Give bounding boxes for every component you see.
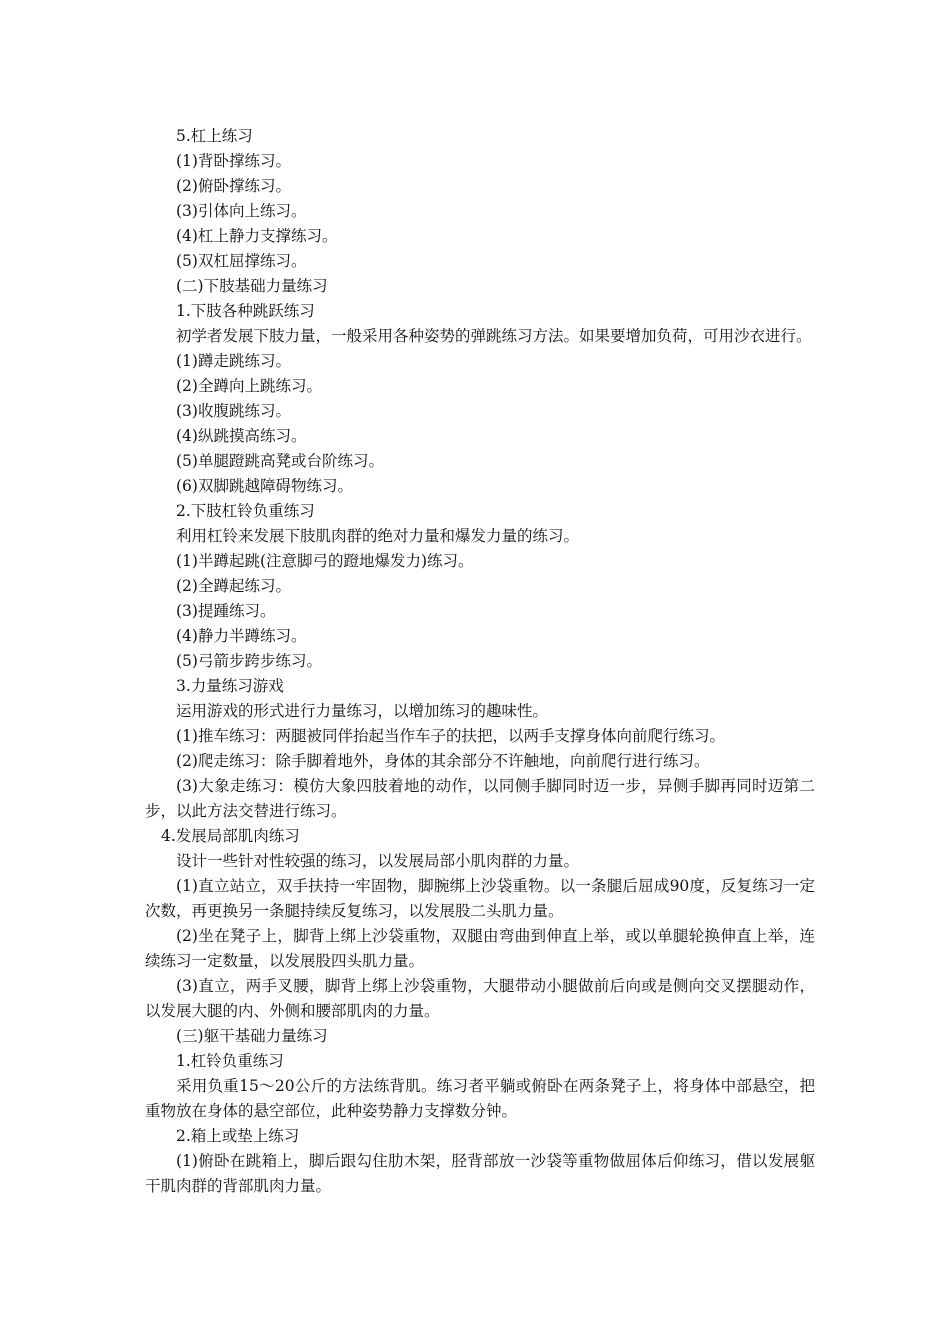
list-item: (4)静力半蹲练习。: [176, 627, 307, 645]
subsection-heading: 4.发展局部肌肉练习: [161, 827, 300, 845]
paragraph: 初学者发展下肢力量，一般采用各种姿势的弹跳练习方法。如果要增加负荷，可用沙衣进行。: [176, 327, 812, 345]
section-heading: 5.杠上练习: [176, 127, 253, 145]
subsection-heading: 2.下肢杠铃负重练习: [176, 502, 315, 520]
section-heading: (三)躯干基础力量练习: [176, 1027, 328, 1045]
subsection-heading: 1.杠铃负重练习: [176, 1052, 284, 1070]
list-item: (2)俯卧撑练习。: [176, 177, 291, 195]
list-item: (1)蹲走跳练习。: [176, 352, 291, 370]
subsection-heading: 3.力量练习游戏: [176, 677, 284, 695]
list-item: (1)半蹲起跳(注意脚弓的蹬地爆发力)练习。: [176, 552, 474, 570]
list-item: (1)直立站立，双手扶持一牢固物，脚腕绑上沙袋重物。以一条腿后屈成90度，反复练习一定次数，再更换另一条腿持续反复练习，以发展股二头肌力量。: [145, 877, 815, 920]
list-item: (1)推车练习：两腿被同伴抬起当作车子的扶把，以两手支撑身体向前爬行练习。: [176, 727, 725, 745]
list-item: (5)弓箭步跨步练习。: [176, 652, 322, 670]
list-item: (5)双杠屈撑练习。: [176, 252, 307, 270]
list-item: (5)单腿蹬跳高凳或台阶练习。: [176, 452, 384, 470]
list-item: (1)俯卧在跳箱上，脚后跟勾住肋木架，胫背部放一沙袋等重物做屈体后仰练习，借以发展躯干肌肉群的背部肌肉力量。: [145, 1152, 815, 1195]
subsection-heading: 2.箱上或垫上练习: [176, 1127, 300, 1145]
list-item: (2)全蹲向上跳练习。: [176, 377, 322, 395]
paragraph: 利用杠铃来发展下肢肌肉群的绝对力量和爆发力量的练习。: [176, 527, 580, 545]
list-item: (2)坐在凳子上，脚背上绑上沙袋重物，双腿由弯曲到伸直上举，或以单腿轮换伸直上举，连续练习一定数量，以发展股四头肌力量。: [145, 927, 815, 970]
document-body: [145, 124, 815, 1199]
list-item: (3)引体向上练习。: [176, 202, 307, 220]
section-heading: (二)下肢基础力量练习: [176, 277, 328, 295]
paragraph: 设计一些针对性较强的练习，以发展局部小肌肉群的力量。: [176, 852, 580, 870]
subsection-heading: 1.下肢各种跳跃练习: [176, 302, 315, 320]
list-item: (2)全蹲起练习。: [176, 577, 291, 595]
list-item: (3)提踵练习。: [176, 602, 276, 620]
list-item: (6)双脚跳越障碍物练习。: [176, 477, 353, 495]
paragraph: 采用负重15～20公斤的方法练背肌。练习者平躺或俯卧在两条凳子上，将身体中部悬空，把重物放在身体的悬空部位，此种姿势静力支撑数分钟。: [145, 1077, 815, 1120]
list-item: (3)收腹跳练习。: [176, 402, 291, 420]
list-item: (3)大象走练习：模仿大象四肢着地的动作，以同侧手脚同时迈一步，异侧手脚再同时迈第二步，以此方法交替进行练习。: [145, 777, 815, 820]
list-item: (4)杠上静力支撑练习。: [176, 227, 338, 245]
list-item: (3)直立，两手叉腰，脚背上绑上沙袋重物，大腿带动小腿做前后向或是侧向交叉摆腿动作，以发展大腿的内、外侧和腰部肌肉的力量。: [145, 977, 815, 1020]
list-item: (1)背卧撑练习。: [176, 152, 291, 170]
paragraph: 运用游戏的形式进行力量练习，以增加练习的趣味性。: [176, 702, 549, 720]
list-item: (2)爬走练习：除手脚着地外，身体的其余部分不许触地，向前爬行进行练习。: [176, 752, 710, 770]
list-item: (4)纵跳摸高练习。: [176, 427, 307, 445]
